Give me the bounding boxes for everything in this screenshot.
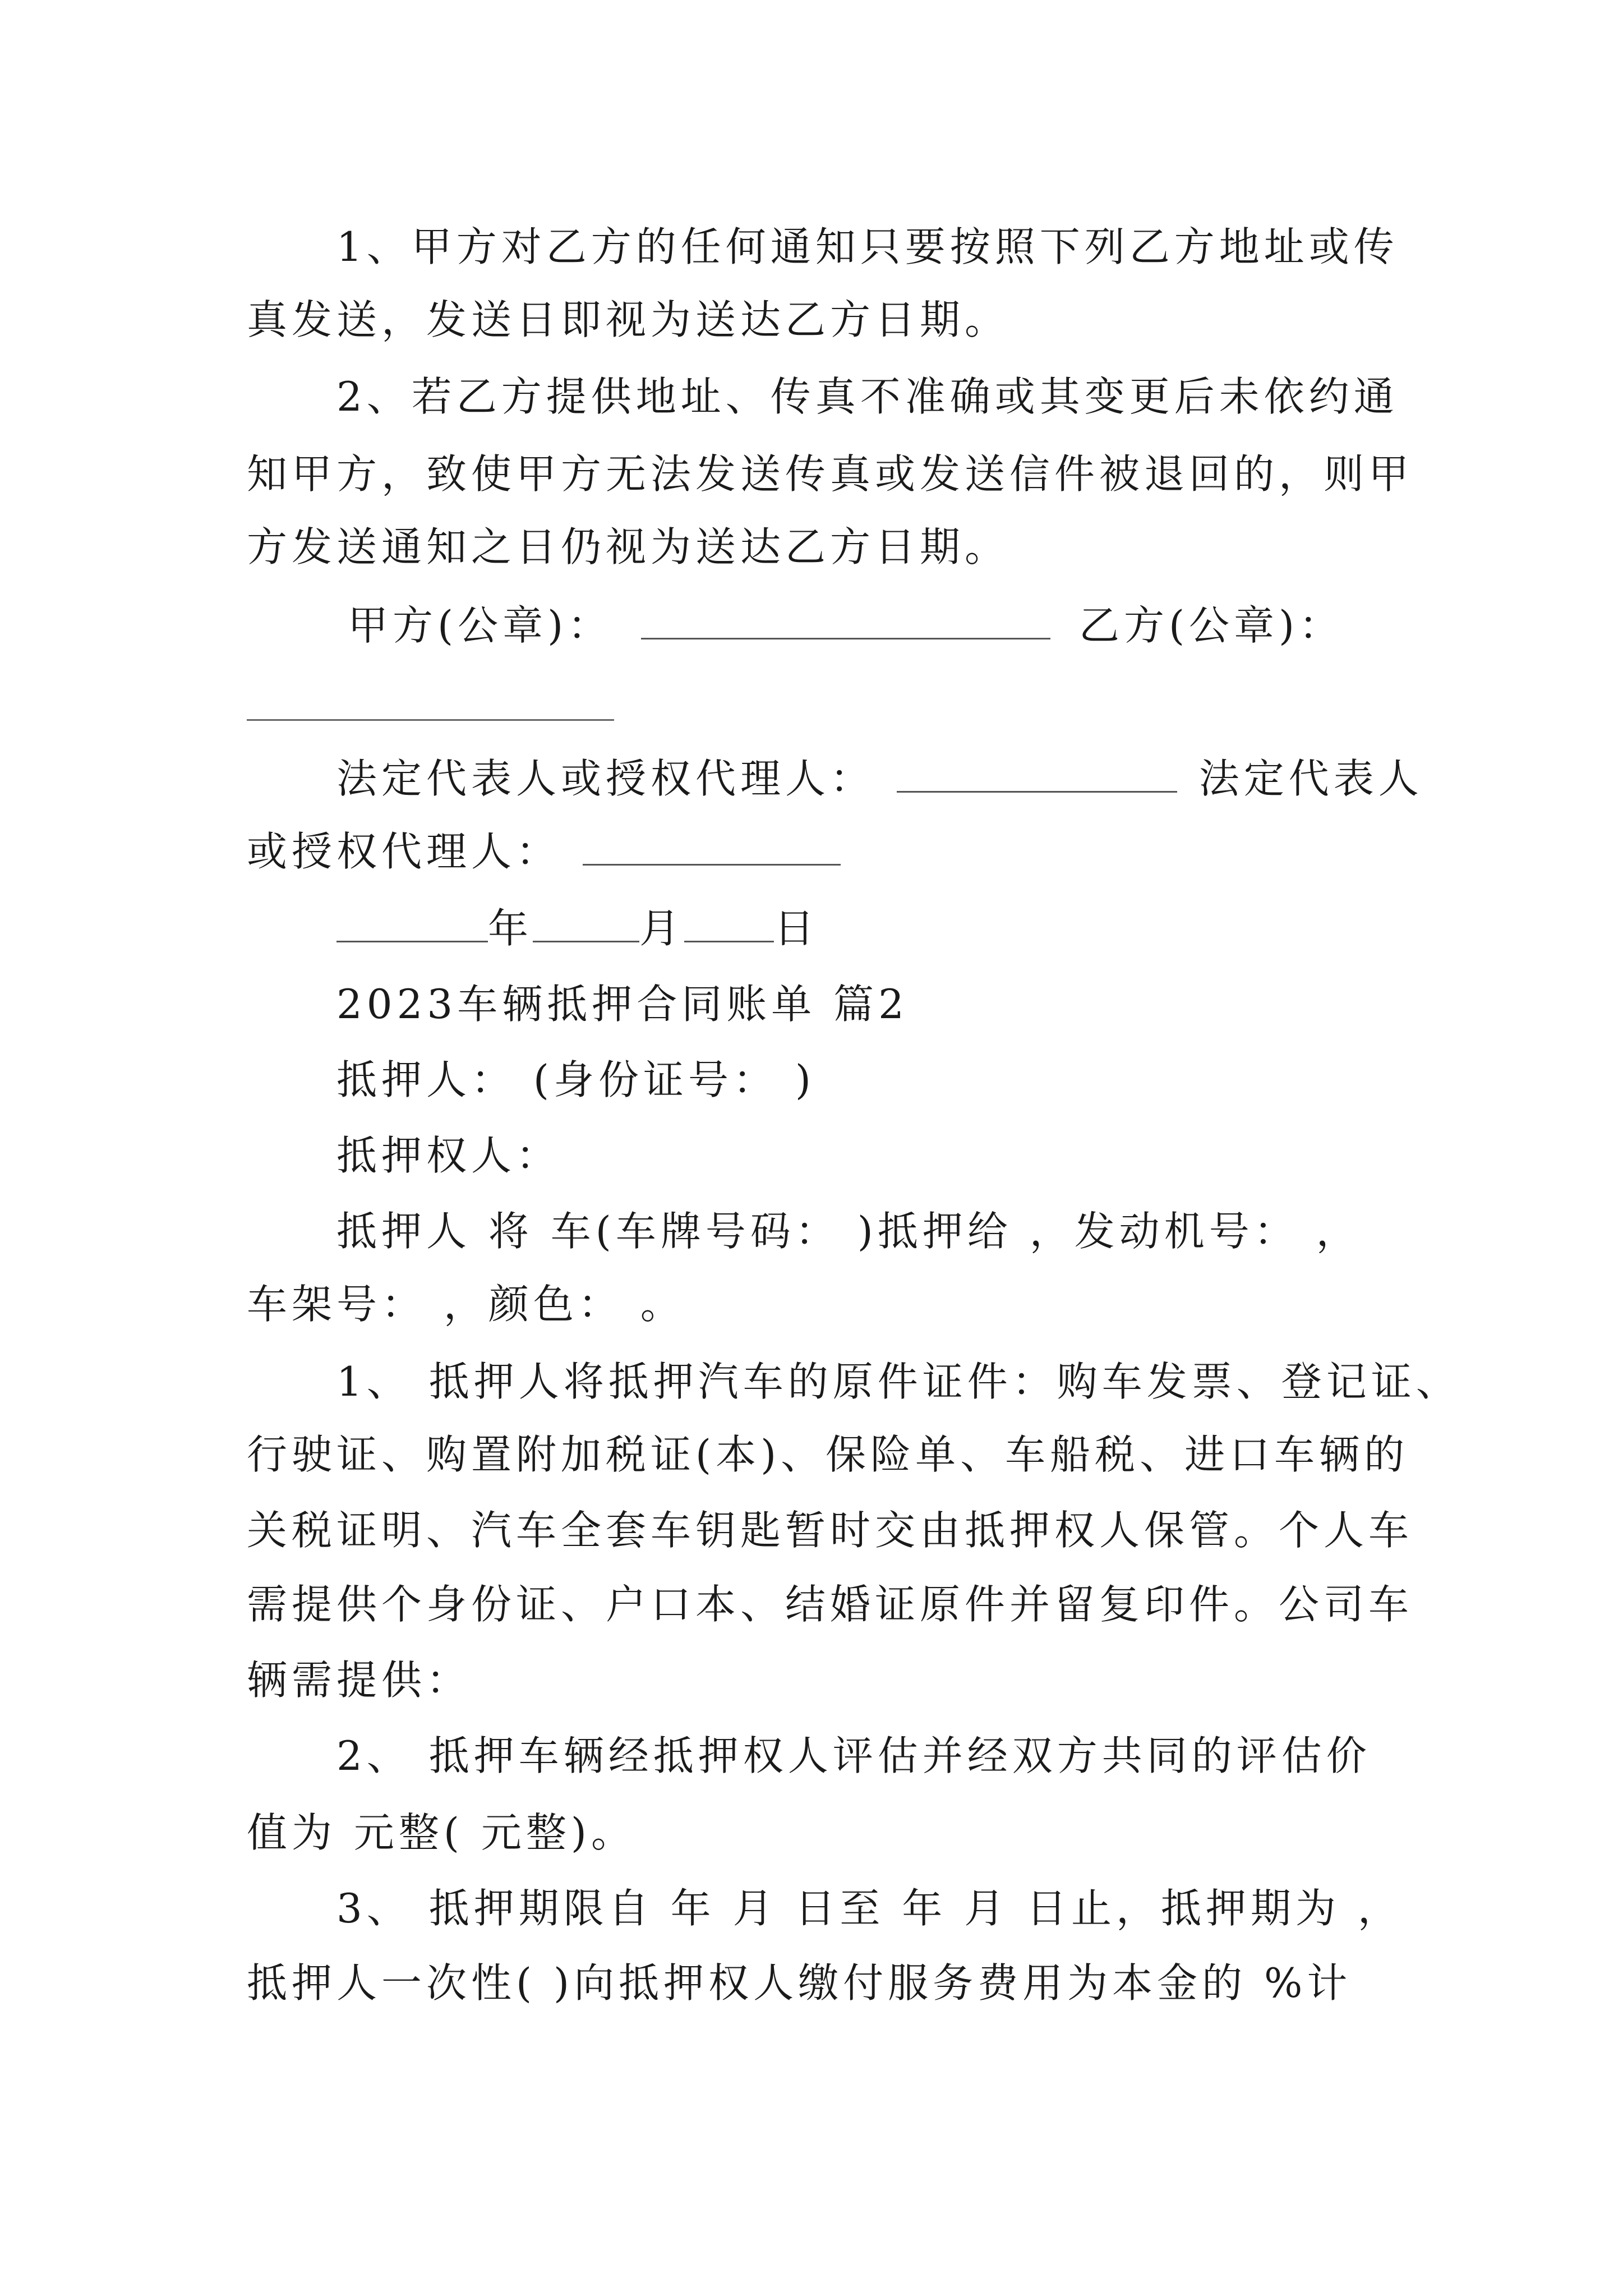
rep-a-blank: [897, 754, 1177, 793]
day-blank: [684, 904, 774, 942]
item-1-line-1: 1、 抵押人将抵押汽车的原件证件：购车发票、登记证、: [336, 1358, 1461, 1405]
rep-b-label-part1: 法定代表人: [1198, 755, 1423, 802]
month-blank: [533, 904, 639, 942]
month-label: 月: [639, 905, 685, 952]
signature-line-representatives: [336, 753, 1423, 804]
clause-1-line-1: 1、甲方对乙方的任何通知只要按照下列乙方地址或传: [336, 223, 1399, 270]
party-b-seal-label: 乙方(公章)：: [1078, 602, 1344, 649]
year-label: 年: [488, 905, 533, 952]
clause-2-line-3: 方发送通知之日仍视为送达乙方日期。: [247, 523, 1010, 570]
clause-2-line-2: 知甲方，致使甲方无法发送传真或发送信件被退回的，则甲: [247, 450, 1414, 498]
date-line: [336, 903, 1385, 954]
year-blank: [336, 904, 488, 942]
mortgagee-line: 抵押权人：: [336, 1132, 561, 1179]
item-1-line-2: 行驶证、购置附加税证(本)、保险单、车船税、进口车辆的: [247, 1431, 1409, 1478]
signature-line-rep-b: [247, 826, 1385, 877]
item-3-line-1: 3、 抵押期限自 年 月 日至 年 月 日止，抵押期为 ，: [336, 1885, 1403, 1932]
day-label: 日: [774, 905, 819, 952]
rep-a-label: 法定代表人或授权代理人：: [336, 755, 875, 802]
clause-2-line-1: 2、若乙方提供地址、传真不准确或其变更后未依约通: [336, 373, 1399, 420]
item-1-line-5: 辆需提供：: [247, 1657, 472, 1704]
rep-b-label-part2: 或授权代理人：: [247, 828, 561, 875]
mortgage-paragraph-line-1: 抵押人 将 车(车牌号码： )抵押给 ，发动机号： ，: [336, 1208, 1361, 1255]
item-2-line-1: 2、 抵押车辆经抵押权人评估并经双方共同的评估价: [336, 1732, 1371, 1779]
section-2-heading: 2023车辆抵押合同账单 篇2: [336, 981, 909, 1028]
party-a-seal-blank: [641, 601, 1050, 639]
item-3-line-2: 抵押人一次性( )向抵押权人缴付服务费用为本金的 %计: [247, 1959, 1352, 2007]
mortgagor-line: 抵押人： (身份证号： ): [336, 1056, 815, 1103]
rep-b-blank: [583, 827, 841, 866]
mortgage-paragraph-line-2: 车架号： ，颜色： 。: [247, 1281, 685, 1328]
clause-1-line-2: 真发送，发送日即视为送达乙方日期。: [247, 296, 1010, 343]
signature-line-parties: [348, 600, 1385, 651]
party-b-seal-blank: [247, 719, 614, 721]
item-1-line-3: 关税证明、汽车全套车钥匙暂时交由抵押权人保管。个人车: [247, 1507, 1414, 1554]
item-2-line-2: 值为 元整( 元整)。: [247, 1809, 636, 1856]
party-a-seal-label: 甲方(公章)：: [348, 602, 613, 649]
item-1-line-4: 需提供个身份证、户口本、结婚证原件并留复印件。公司车: [247, 1581, 1414, 1628]
